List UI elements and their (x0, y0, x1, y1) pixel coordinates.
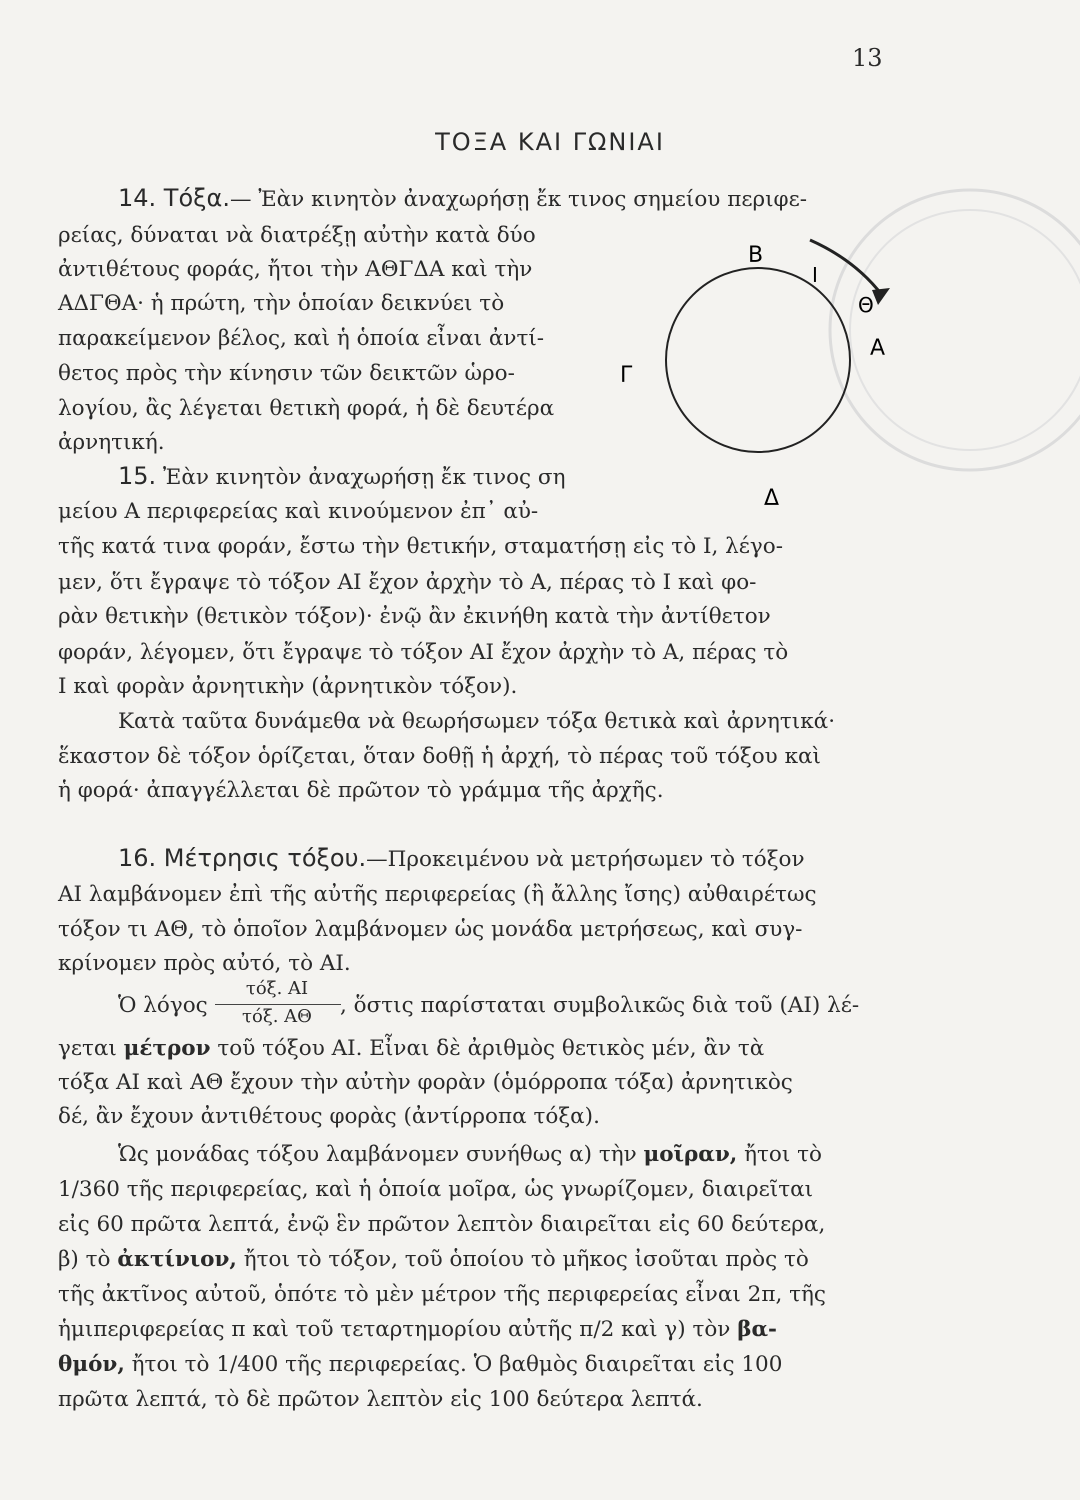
label-A: Α (870, 336, 886, 361)
s16-text-1: —Προκειμένου νὰ μετρήσωμεν τὸ τόξον (366, 847, 805, 872)
term-bathmon-end: θμόν, (58, 1352, 125, 1377)
term-bathmon-start: βα- (737, 1317, 777, 1342)
s15-line-6: φοράν, λέγομεν, ὅτι ἔγραψε τὸ τόξον ΑΙ ἔχον ἀρχὴν τὸ Α, πέρας τὸ (58, 640, 789, 665)
s14-line-2: ρείας, δύναται νὰ διατρέξῃ αὐτὴν κατὰ δύο (58, 223, 536, 248)
label-theta: Θ (858, 293, 874, 317)
ratio-suffix: , ὅστις παρίσταται συμβολικῶς διὰ τοῦ (ΑΙ) λέ- (340, 993, 860, 1018)
term-metron: μέτρον (123, 1036, 211, 1061)
fraction-denominator: τόξ. ΑΘ (242, 1006, 312, 1027)
label-I: Ι (812, 263, 818, 287)
units-line-7 (58, 1351, 782, 1379)
units-l6-a: ἡμιπεριφερείας π καὶ τοῦ τεταρτημορίου αὐτῆς π/2 καὶ γ) τὸν (58, 1317, 738, 1342)
units-l1-a: Ὡς μονάδας τόξου λαμβάνομεν συνήθως α) τὴν (118, 1142, 644, 1167)
s16-line-2: ΑΙ λαμβάνομεν ἐπὶ τῆς αὐτῆς περιφερείας (ἢ ἄλλης ἴσης) αὐθαιρέτως (58, 882, 817, 907)
ratio-prefix: Ὁ λόγος (118, 993, 208, 1018)
s15-para2-line-1: Κατὰ ταῦτα δυνάμεθα νὰ θεωρήσωμεν τόξα θετικὰ καὶ ἀρνητικά· (118, 709, 836, 734)
units-line-1 (118, 1141, 822, 1169)
s15-para2-line-2: ἕκαστον δὲ τόξον ὁρίζεται, ὅταν δοθῇ ἡ ἀρχή, τὸ πέρας τοῦ τόξου καὶ (58, 744, 821, 769)
s14-line-7: λογίου, ἂς λέγεται θετικὴ φορά, ἡ δὲ δευτέρα (58, 396, 555, 421)
fraction-numerator: τόξ. ΑΙ (245, 978, 309, 999)
direction-arrow-arc (810, 240, 882, 295)
units-line-2: 1/360 τῆς περιφερείας, καὶ ἡ ὁποία μοῖρα, ὡς γνωρίζομεν, διαιρεῖται (58, 1177, 814, 1202)
s15-line-7: Ι καὶ φορὰν ἀρνητικὴν (ἀρνητικὸν τόξον). (58, 674, 518, 699)
s14-line-4: ΑΔΓΘΑ· ἡ πρώτη, τὴν ὁποίαν δεικνύει τὸ (58, 291, 505, 316)
term-aktinion: ἀκτίνιον, (117, 1247, 237, 1272)
s15-line-4: μεν, ὅτι ἔγραψε τὸ τόξον ΑΙ ἔχον ἀρχὴν τὸ Α, πέρας τὸ Ι καὶ φο- (58, 570, 757, 595)
circle-outline (666, 268, 850, 452)
s16-l6-a: γεται (58, 1036, 124, 1061)
s16-line-3: τόξον τι ΑΘ, τὸ ὁποῖον λαμβάνομεν ὡς μονάδα μετρήσεως, καὶ συγ- (58, 917, 803, 942)
s16-line-4: κρίνομεν πρὸς αὐτό, τὸ ΑΙ. (58, 951, 351, 976)
s16-heading: 16. Μέτρησις τόξου. (118, 844, 367, 872)
s15-line-2: μείου Α περιφερείας καὶ κινούμενον ἐπ᾽ αὐ- (58, 499, 539, 524)
units-line-6 (58, 1316, 777, 1344)
units-line-3: εἰς 60 πρῶτα λεπτά, ἐνῷ ἓν πρῶτον λεπτὸν διαιρεῖται εἰς 60 δεύτερα, (58, 1212, 826, 1237)
label-G: Γ (620, 363, 633, 388)
s16-line-6 (58, 1035, 764, 1063)
units-l1-c: ἤτοι τὸ (737, 1142, 822, 1167)
s15-heading: 15. (118, 462, 157, 490)
s16-line-1 (118, 844, 805, 874)
label-B: Β (748, 243, 764, 268)
s14-line-8: ἀρνητική. (58, 430, 165, 455)
s14-line-6: θετος πρὸς τὴν κίνησιν τῶν δεικτῶν ὡρο- (58, 361, 515, 386)
units-line-8: πρῶτα λεπτά, τὸ δὲ πρῶτον λεπτὸν εἰς 100 δεύτερα λεπτά. (58, 1387, 703, 1412)
s15-line-5: ρὰν θετικὴν (θετικὸν τόξον)· ἐνῷ ἂν ἐκινήθη κατὰ τὴν ἀντίθετον (58, 604, 771, 629)
direction-arrowhead-icon (872, 288, 890, 305)
s16-l6-c: τοῦ τόξου ΑΙ. Εἶναι δὲ ἀριθμὸς θετικὸς μέν, ἂν τὰ (210, 1036, 765, 1061)
page-number: 13 (852, 44, 883, 72)
section-heading: ΤΟΞΑ ΚΑΙ ΓΩΝΙΑΙ (435, 128, 665, 156)
units-line-4 (58, 1246, 809, 1274)
s15-line-1 (118, 462, 566, 492)
s14-line-3: ἀντιθέτους φοράς, ἤτοι τὴν ΑΘΓΔΑ καὶ τὴν (58, 257, 533, 282)
units-line-5: τῆς ἀκτῖνος αὐτοῦ, ὁπότε τὸ μὲν μέτρον τῆς περιφερείας εἶναι 2π, τῆς (58, 1282, 826, 1307)
fraction-bar (215, 1004, 341, 1005)
s14-line-5: παρακείμενον βέλος, καὶ ἡ ὁποία εἶναι ἀντί- (58, 326, 545, 351)
circle-arc-diagram (600, 210, 900, 510)
s15-text-1: Ἐὰν κινητὸν ἀναχωρήσῃ ἔκ τινος ση (156, 465, 566, 490)
s16-line-7: τόξα ΑΙ καὶ ΑΘ ἔχουν τὴν αὐτὴν φορὰν (ὁμόρροπα τόξα) ἀρνητικὸς (58, 1070, 793, 1095)
s14-text-1: — Ἐὰν κινητὸν ἀναχωρήσῃ ἔκ τινος σημείου περιφε- (229, 187, 807, 212)
s15-line-3: τῆς κατά τινα φοράν, ἔστω τὴν θετικήν, σταματήσῃ εἰς τὸ Ι, λέγο- (58, 534, 783, 559)
units-l4-c: ἤτοι τὸ τόξον, τοῦ ὁποίου τὸ μῆκος ἰσοῦται πρὸς τὸ (236, 1247, 809, 1272)
s16-line-8: δέ, ἂν ἔχουν ἀντιθέτους φορὰς (ἀντίρροπα τόξα). (58, 1104, 600, 1129)
units-l4-a: β) τὸ (58, 1247, 118, 1272)
s15-para2-line-3: ἡ φορά· ἀπαγγέλλεται δὲ πρῶτον τὸ γράμμα τῆς ἀρχῆς. (58, 778, 664, 803)
s14-heading: 14. Τόξα. (118, 184, 230, 212)
term-moira: μοῖραν, (643, 1142, 738, 1167)
label-D: Δ (764, 486, 780, 510)
units-l7-b: ἤτοι τὸ 1/400 τῆς περιφερείας. Ὁ βαθμὸς διαιρεῖται εἰς 100 (124, 1352, 783, 1377)
